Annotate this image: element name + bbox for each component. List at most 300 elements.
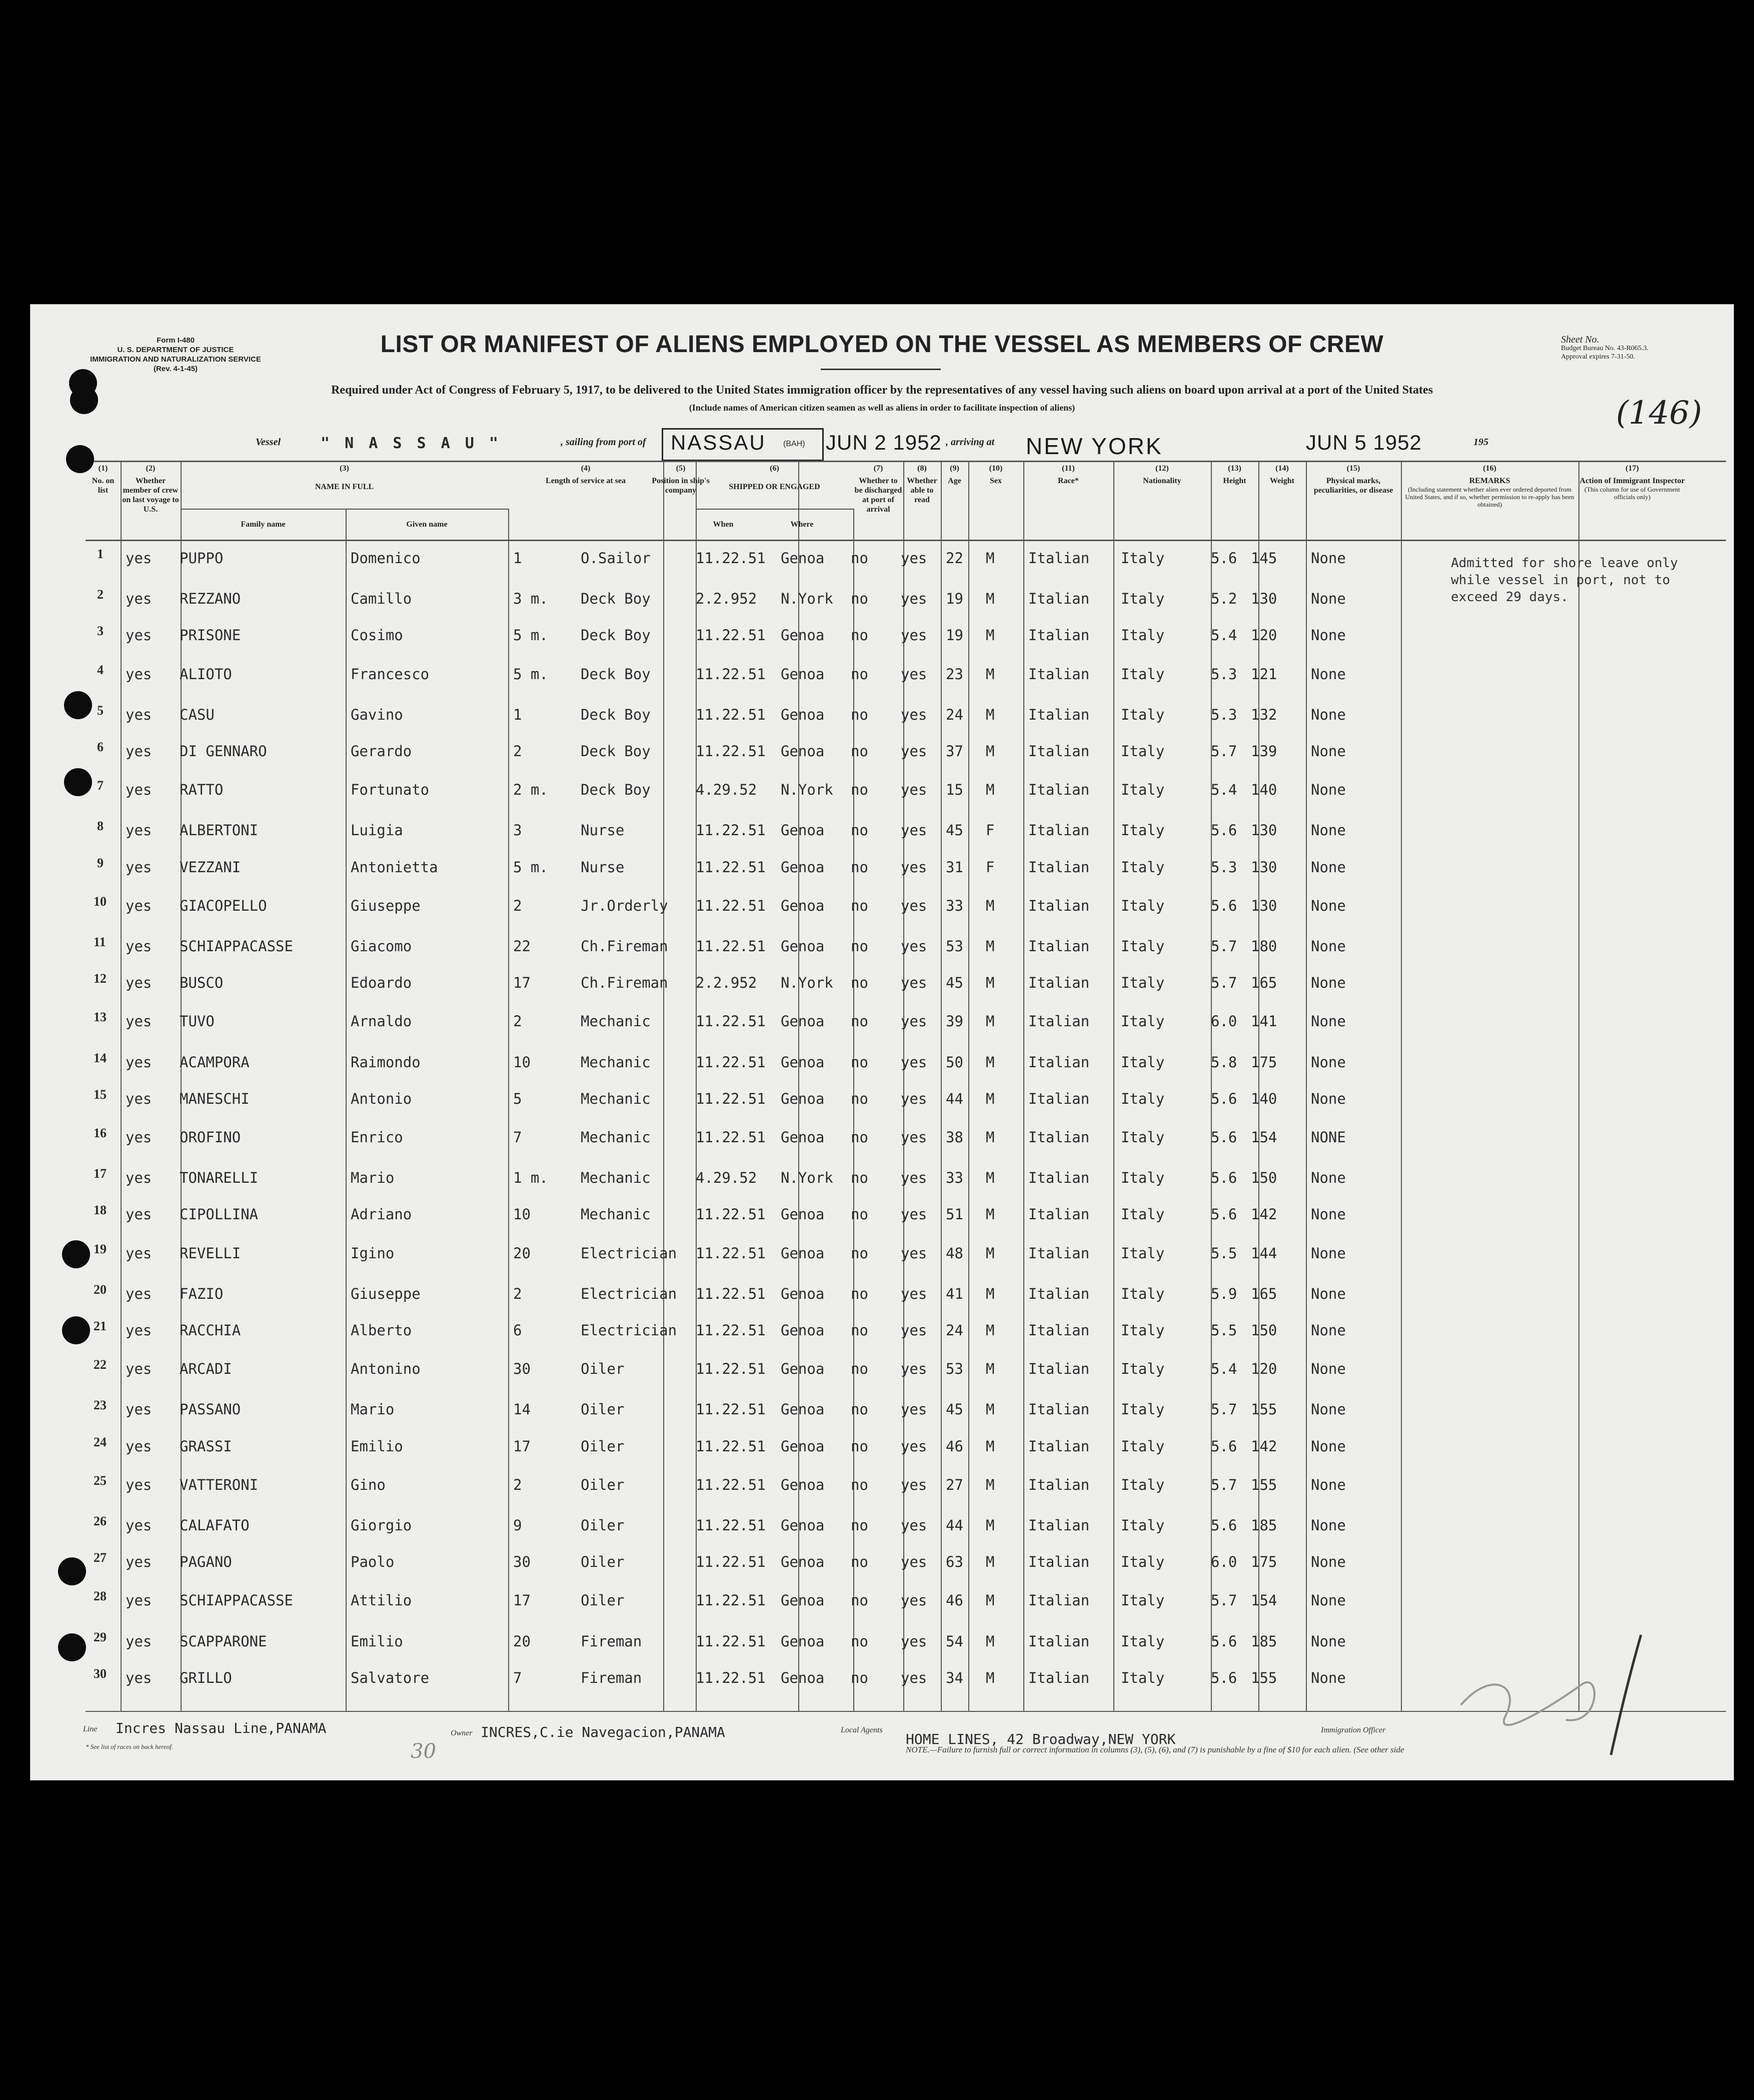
last-voyage: yes (126, 938, 152, 955)
manifest-sheet (30, 304, 1734, 1780)
shipped-where: Genoa (781, 822, 825, 839)
age: 23 (946, 665, 963, 683)
row-number: 27 (94, 1550, 107, 1565)
sex: M (986, 1206, 995, 1223)
age: 45 (946, 974, 963, 992)
service-length: 1 m. (513, 1169, 548, 1187)
given-name: Gavino (351, 706, 403, 723)
race: Italian (1028, 1517, 1090, 1534)
physical-marks: NONE (1311, 1129, 1346, 1146)
family-name: GRASSI (180, 1437, 232, 1455)
age: 45 (946, 822, 963, 839)
age: 31 (946, 858, 963, 876)
service-length: 7 (513, 1129, 522, 1146)
last-voyage: yes (126, 1244, 152, 1262)
position: Deck Boy (581, 627, 651, 644)
column-number: (5) (676, 464, 686, 473)
given-name: Fortunato (351, 781, 430, 799)
shipped-when: 11.22.51 (696, 822, 766, 839)
last-voyage: yes (126, 1632, 152, 1650)
column-header-12 (1114, 464, 1210, 486)
shipped-where: Genoa (781, 1285, 825, 1302)
position: Oiler (581, 1592, 625, 1609)
physical-marks: None (1311, 743, 1346, 760)
column-label: Whether member of crew on last voyage to U.S. (122, 477, 179, 514)
owner-label: Owner (451, 1729, 473, 1737)
service-length: 5 m. (513, 627, 548, 644)
height: 6.0 (1211, 1013, 1237, 1030)
last-voyage: yes (126, 1553, 152, 1571)
punch-hole (64, 691, 92, 719)
shipped-when: 11.22.51 (696, 706, 766, 723)
nationality: Italy (1121, 1129, 1165, 1146)
race: Italian (1028, 858, 1090, 876)
nationality: Italy (1121, 897, 1165, 914)
race: Italian (1028, 974, 1090, 992)
service-length: 10 (513, 1053, 531, 1071)
column-number: (8) (917, 464, 927, 473)
position: O.Sailor (581, 550, 651, 567)
shipped-where: Genoa (781, 706, 825, 723)
physical-marks: None (1311, 1169, 1346, 1187)
given-name: Attilio (351, 1592, 412, 1609)
service-length: 30 (513, 1553, 531, 1571)
nationality: Italy (1121, 1401, 1165, 1418)
sex: M (986, 974, 995, 992)
height: 5.6 (1211, 550, 1237, 567)
age: 33 (946, 1169, 963, 1187)
column-divider (1113, 461, 1114, 1711)
weight: 180 (1251, 938, 1277, 955)
service-length: 17 (513, 1592, 531, 1609)
races-footnote: * See list of races on back hereof. (86, 1743, 173, 1750)
column-number: (9) (950, 464, 959, 473)
service-length: 17 (513, 974, 531, 992)
age: 63 (946, 1553, 963, 1571)
column-label: Position in ship's company (652, 477, 710, 495)
row-number: 17 (94, 1166, 107, 1181)
sex: M (986, 1285, 995, 1302)
family-name: GIACOPELLO (180, 897, 267, 914)
column-label: Whether to be discharged at port of arrival (854, 477, 902, 514)
race: Italian (1028, 1669, 1090, 1686)
discharge-status: no (851, 1632, 868, 1650)
shipped-where: N.York (781, 974, 833, 992)
weight: 130 (1251, 822, 1277, 839)
given-name: Luigia (351, 822, 403, 839)
shipped-when: 11.22.51 (696, 1285, 766, 1302)
shipped-when: 11.22.51 (696, 897, 766, 914)
height: 5.6 (1211, 822, 1237, 839)
position: Mechanic (581, 1129, 651, 1146)
weight: 150 (1251, 1322, 1277, 1339)
height: 5.5 (1211, 1322, 1237, 1339)
last-voyage: yes (126, 665, 152, 683)
shipped-when: 11.22.51 (696, 627, 766, 644)
discharge-status: no (851, 1206, 868, 1223)
discharge-status: no (851, 627, 868, 644)
last-voyage: yes (126, 627, 152, 644)
physical-marks: None (1311, 590, 1346, 608)
height: 5.6 (1211, 897, 1237, 914)
age: 41 (946, 1285, 963, 1302)
sex: M (986, 1129, 995, 1146)
height: 5.6 (1211, 1517, 1237, 1534)
shipped-when: 11.22.51 (696, 1632, 766, 1650)
column-divider (508, 509, 509, 1711)
age: 44 (946, 1517, 963, 1534)
shipped-when: 11.22.51 (696, 1322, 766, 1339)
family-name: ALBERTONI (180, 822, 259, 839)
shipped-where: Genoa (781, 1592, 825, 1609)
immigration-officer-label: Immigration Officer (1321, 1726, 1386, 1734)
shipped-when: 4.29.52 (696, 1169, 757, 1187)
sex: M (986, 1169, 995, 1187)
row-number: 16 (94, 1126, 107, 1140)
discharge-status: no (851, 1401, 868, 1418)
height: 5.7 (1211, 974, 1237, 992)
family-name: ALIOTO (180, 665, 232, 683)
row-number: 15 (94, 1087, 107, 1102)
family-name: TUVO (180, 1013, 215, 1030)
family-name: CALAFATO (180, 1517, 250, 1534)
weight: 145 (1251, 550, 1277, 567)
row-number: 21 (94, 1319, 107, 1333)
given-name: Francesco (351, 665, 430, 683)
physical-marks: None (1311, 627, 1346, 644)
shipped-when: 11.22.51 (696, 1437, 766, 1455)
height: 5.7 (1211, 938, 1237, 955)
shipped-where: Genoa (781, 1669, 825, 1686)
service-length: 20 (513, 1632, 531, 1650)
nationality: Italy (1121, 1285, 1165, 1302)
shipped-when: 11.22.51 (696, 938, 766, 955)
able-to-read: yes (901, 1517, 927, 1534)
physical-marks: None (1311, 706, 1346, 723)
discharge-status: no (851, 1129, 868, 1146)
service-length: 9 (513, 1517, 522, 1534)
document-subtitle-note: (Include names of American citizen seamen as well as aliens in order to facilitate inspection of aliens) (689, 403, 1075, 413)
shipped-where: Genoa (781, 1244, 825, 1262)
last-voyage: yes (126, 1169, 152, 1187)
able-to-read: yes (901, 1206, 927, 1223)
service-length: 5 (513, 1090, 522, 1107)
given-name: Adriano (351, 1206, 412, 1223)
shipped-when: 11.22.51 (696, 1090, 766, 1107)
column-subheader: Given name (406, 520, 448, 529)
column-header-17 (1579, 464, 1685, 501)
weight: 185 (1251, 1517, 1277, 1534)
height: 5.3 (1211, 665, 1237, 683)
nationality: Italy (1121, 1632, 1165, 1650)
able-to-read: yes (901, 822, 927, 839)
age: 53 (946, 1360, 963, 1378)
age: 46 (946, 1437, 963, 1455)
weight: 140 (1251, 781, 1277, 799)
discharge-status: no (851, 665, 868, 683)
height: 5.6 (1211, 1206, 1237, 1223)
age: 54 (946, 1632, 963, 1650)
physical-marks: None (1311, 897, 1346, 914)
column-divider (1306, 461, 1307, 1711)
given-name: Alberto (351, 1322, 412, 1339)
physical-marks: None (1311, 781, 1346, 799)
row-number: 26 (94, 1514, 107, 1528)
column-header-10 (969, 464, 1022, 486)
physical-marks: None (1311, 1592, 1346, 1609)
row-number: 12 (94, 971, 107, 986)
table-top-rule (86, 461, 1726, 462)
column-label: Sex (990, 477, 1002, 485)
given-name: Edoardo (351, 974, 412, 992)
able-to-read: yes (901, 550, 927, 567)
sex: M (986, 1360, 995, 1378)
departure-port-note: (BAH) (783, 440, 805, 448)
row-number: 30 (94, 1666, 107, 1681)
physical-marks: None (1311, 1360, 1346, 1378)
column-subheader: Where (790, 520, 814, 529)
column-detail: (Including statement whether alien ever ordered deported from United States, and if so, whether permission to re-apply has been obtained) (1405, 486, 1574, 508)
service-length: 7 (513, 1669, 522, 1686)
column-number: (7) (873, 464, 883, 473)
height: 5.7 (1211, 1401, 1237, 1418)
family-name: ACAMPORA (180, 1053, 250, 1071)
column-label: Race* (1058, 477, 1079, 485)
weight: 120 (1251, 627, 1277, 644)
shipped-subheader-rule (696, 509, 853, 510)
height: 6.0 (1211, 1553, 1237, 1571)
sex: F (986, 822, 995, 839)
physical-marks: None (1311, 1285, 1346, 1302)
able-to-read: yes (901, 1169, 927, 1187)
name-subheader-rule (181, 509, 508, 510)
shipped-when: 11.22.51 (696, 1592, 766, 1609)
sex: M (986, 590, 995, 608)
form-number: Form I-480 (157, 336, 195, 345)
punch-hole (58, 1633, 86, 1661)
column-label: Physical marks, peculiarities, or disease (1313, 477, 1393, 495)
name-column-divider (346, 509, 347, 1711)
physical-marks: None (1311, 1401, 1346, 1418)
row-number: 25 (94, 1473, 107, 1488)
position: Mechanic (581, 1053, 651, 1071)
height: 5.6 (1211, 1437, 1237, 1455)
position: Jr.Orderly (581, 897, 668, 914)
sheet-number-block (1561, 336, 1676, 361)
race: Italian (1028, 1129, 1090, 1146)
service-length: 2 (513, 1285, 522, 1302)
last-voyage: yes (126, 1206, 152, 1223)
service-length: 6 (513, 1322, 522, 1339)
service-length: 10 (513, 1206, 531, 1223)
family-name: SCHIAPPACASSE (180, 938, 293, 955)
nationality: Italy (1121, 1592, 1165, 1609)
race: Italian (1028, 1090, 1090, 1107)
shipped-when: 11.22.51 (696, 1053, 766, 1071)
height: 5.7 (1211, 1592, 1237, 1609)
given-name: Giacomo (351, 938, 412, 955)
shipped-where: Genoa (781, 938, 825, 955)
last-voyage: yes (126, 1129, 152, 1146)
column-label: Whether able to read (907, 477, 937, 504)
shipped-where: Genoa (781, 1632, 825, 1650)
position: Ch.Fireman (581, 974, 668, 992)
service-length: 20 (513, 1244, 531, 1262)
sex: M (986, 1013, 995, 1030)
last-voyage: yes (126, 550, 152, 567)
column-number: (2) (146, 464, 156, 473)
height: 5.5 (1211, 1244, 1237, 1262)
column-divider (1578, 461, 1579, 1711)
discharge-status: no (851, 1669, 868, 1686)
able-to-read: yes (901, 665, 927, 683)
column-detail: (This column for use of Government officials only) (1584, 486, 1680, 501)
given-name: Antonietta (351, 858, 438, 876)
physical-marks: None (1311, 1632, 1346, 1650)
discharge-status: no (851, 706, 868, 723)
family-name: RACCHIA (180, 1322, 241, 1339)
race: Italian (1028, 1169, 1090, 1187)
weight: 165 (1251, 974, 1277, 992)
discharge-status: no (851, 974, 868, 992)
physical-marks: None (1311, 1553, 1346, 1571)
column-header-16 (1402, 464, 1577, 508)
race: Italian (1028, 1013, 1090, 1030)
family-name: DI GENNARO (180, 743, 267, 760)
discharge-status: no (851, 1090, 868, 1107)
weight: 154 (1251, 1592, 1277, 1609)
remarks-text: Admitted for shore leave only while vessel in port, not to exceed 29 days. (1451, 556, 1678, 605)
row-number: 9 (97, 855, 104, 870)
last-voyage: yes (126, 858, 152, 876)
weight: 150 (1251, 1169, 1277, 1187)
height: 5.6 (1211, 1169, 1237, 1187)
physical-marks: None (1311, 822, 1346, 839)
race: Italian (1028, 706, 1090, 723)
family-name: OROFINO (180, 1129, 241, 1146)
shipped-where: Genoa (781, 1013, 825, 1030)
given-name: Antonio (351, 1090, 412, 1107)
column-number: (14) (1275, 464, 1289, 473)
shipped-where: Genoa (781, 743, 825, 760)
height: 5.7 (1211, 743, 1237, 760)
weight: 120 (1251, 1360, 1277, 1378)
shipped-when: 2.2.952 (696, 974, 757, 992)
row-number: 10 (94, 894, 107, 909)
row-number: 19 (94, 1241, 107, 1256)
given-name: Giuseppe (351, 1285, 421, 1302)
given-name: Enrico (351, 1129, 403, 1146)
given-name: Giorgio (351, 1517, 412, 1534)
position: Fireman (581, 1632, 642, 1650)
given-name: Raimondo (351, 1053, 421, 1071)
handwritten-sheet-count: (146) (1616, 395, 1702, 432)
nationality: Italy (1121, 781, 1165, 799)
given-name: Camillo (351, 590, 412, 608)
weight: 142 (1251, 1206, 1277, 1223)
race: Italian (1028, 1401, 1090, 1418)
last-voyage: yes (126, 1053, 152, 1071)
column-label: Weight (1270, 477, 1294, 485)
shipped-where: N.York (781, 590, 833, 608)
column-number: (15) (1346, 464, 1360, 473)
position: Oiler (581, 1437, 625, 1455)
sex: M (986, 1437, 995, 1455)
punch-hole (70, 386, 98, 414)
race: Italian (1028, 1244, 1090, 1262)
height: 5.3 (1211, 858, 1237, 876)
column-header-9 (942, 464, 967, 486)
column-divider (968, 461, 969, 1711)
race: Italian (1028, 897, 1090, 914)
shipped-when: 11.22.51 (696, 1129, 766, 1146)
row-number: 2 (97, 587, 104, 602)
last-voyage: yes (126, 590, 152, 608)
shipped-when: 2.2.952 (696, 590, 757, 608)
family-name: VATTERONI (180, 1476, 259, 1493)
age: 15 (946, 781, 963, 799)
punch-hole (58, 1557, 86, 1585)
last-voyage: yes (126, 897, 152, 914)
family-name: REVELLI (180, 1244, 241, 1262)
height: 5.4 (1211, 627, 1237, 644)
shipped-when: 11.22.51 (696, 1013, 766, 1030)
row-number: 20 (94, 1282, 107, 1297)
nationality: Italy (1121, 590, 1165, 608)
age: 48 (946, 1244, 963, 1262)
column-divider (941, 461, 942, 1711)
family-name: GRILLO (180, 1669, 232, 1686)
column-header-11 (1024, 464, 1112, 486)
column-header-1 (87, 464, 120, 495)
physical-marks: None (1311, 1090, 1346, 1107)
column-label: Action of Immigrant Inspector (1579, 477, 1685, 485)
sex: M (986, 1592, 995, 1609)
sex: M (986, 1053, 995, 1071)
race: Italian (1028, 743, 1090, 760)
physical-marks: None (1311, 1476, 1346, 1493)
row-number: 28 (94, 1589, 107, 1604)
height: 5.6 (1211, 1129, 1237, 1146)
row-number: 3 (97, 624, 104, 639)
race: Italian (1028, 1322, 1090, 1339)
punch-hole (62, 1240, 90, 1268)
shipped-where: Genoa (781, 1553, 825, 1571)
sex: M (986, 938, 995, 955)
discharge-status: no (851, 1360, 868, 1378)
nationality: Italy (1121, 858, 1165, 876)
column-header-6 (697, 464, 852, 492)
race: Italian (1028, 627, 1090, 644)
nationality: Italy (1121, 1322, 1165, 1339)
position: Deck Boy (581, 743, 651, 760)
weight: 175 (1251, 1053, 1277, 1071)
age: 22 (946, 550, 963, 567)
column-number: (12) (1155, 464, 1169, 473)
arrival-port: NEW YORK (1026, 433, 1163, 459)
column-label: SHIPPED OR ENGAGED (729, 483, 820, 491)
able-to-read: yes (901, 590, 927, 608)
column-header-7 (854, 464, 902, 514)
race: Italian (1028, 590, 1090, 608)
column-number: (4) (581, 464, 591, 473)
column-label: REMARKS (1469, 477, 1510, 485)
family-name: PAGANO (180, 1553, 232, 1571)
column-label: NAME IN FULL (315, 483, 374, 491)
departure-date: JUN 2 1952 (826, 431, 942, 454)
column-number: (16) (1483, 464, 1496, 473)
physical-marks: None (1311, 938, 1346, 955)
